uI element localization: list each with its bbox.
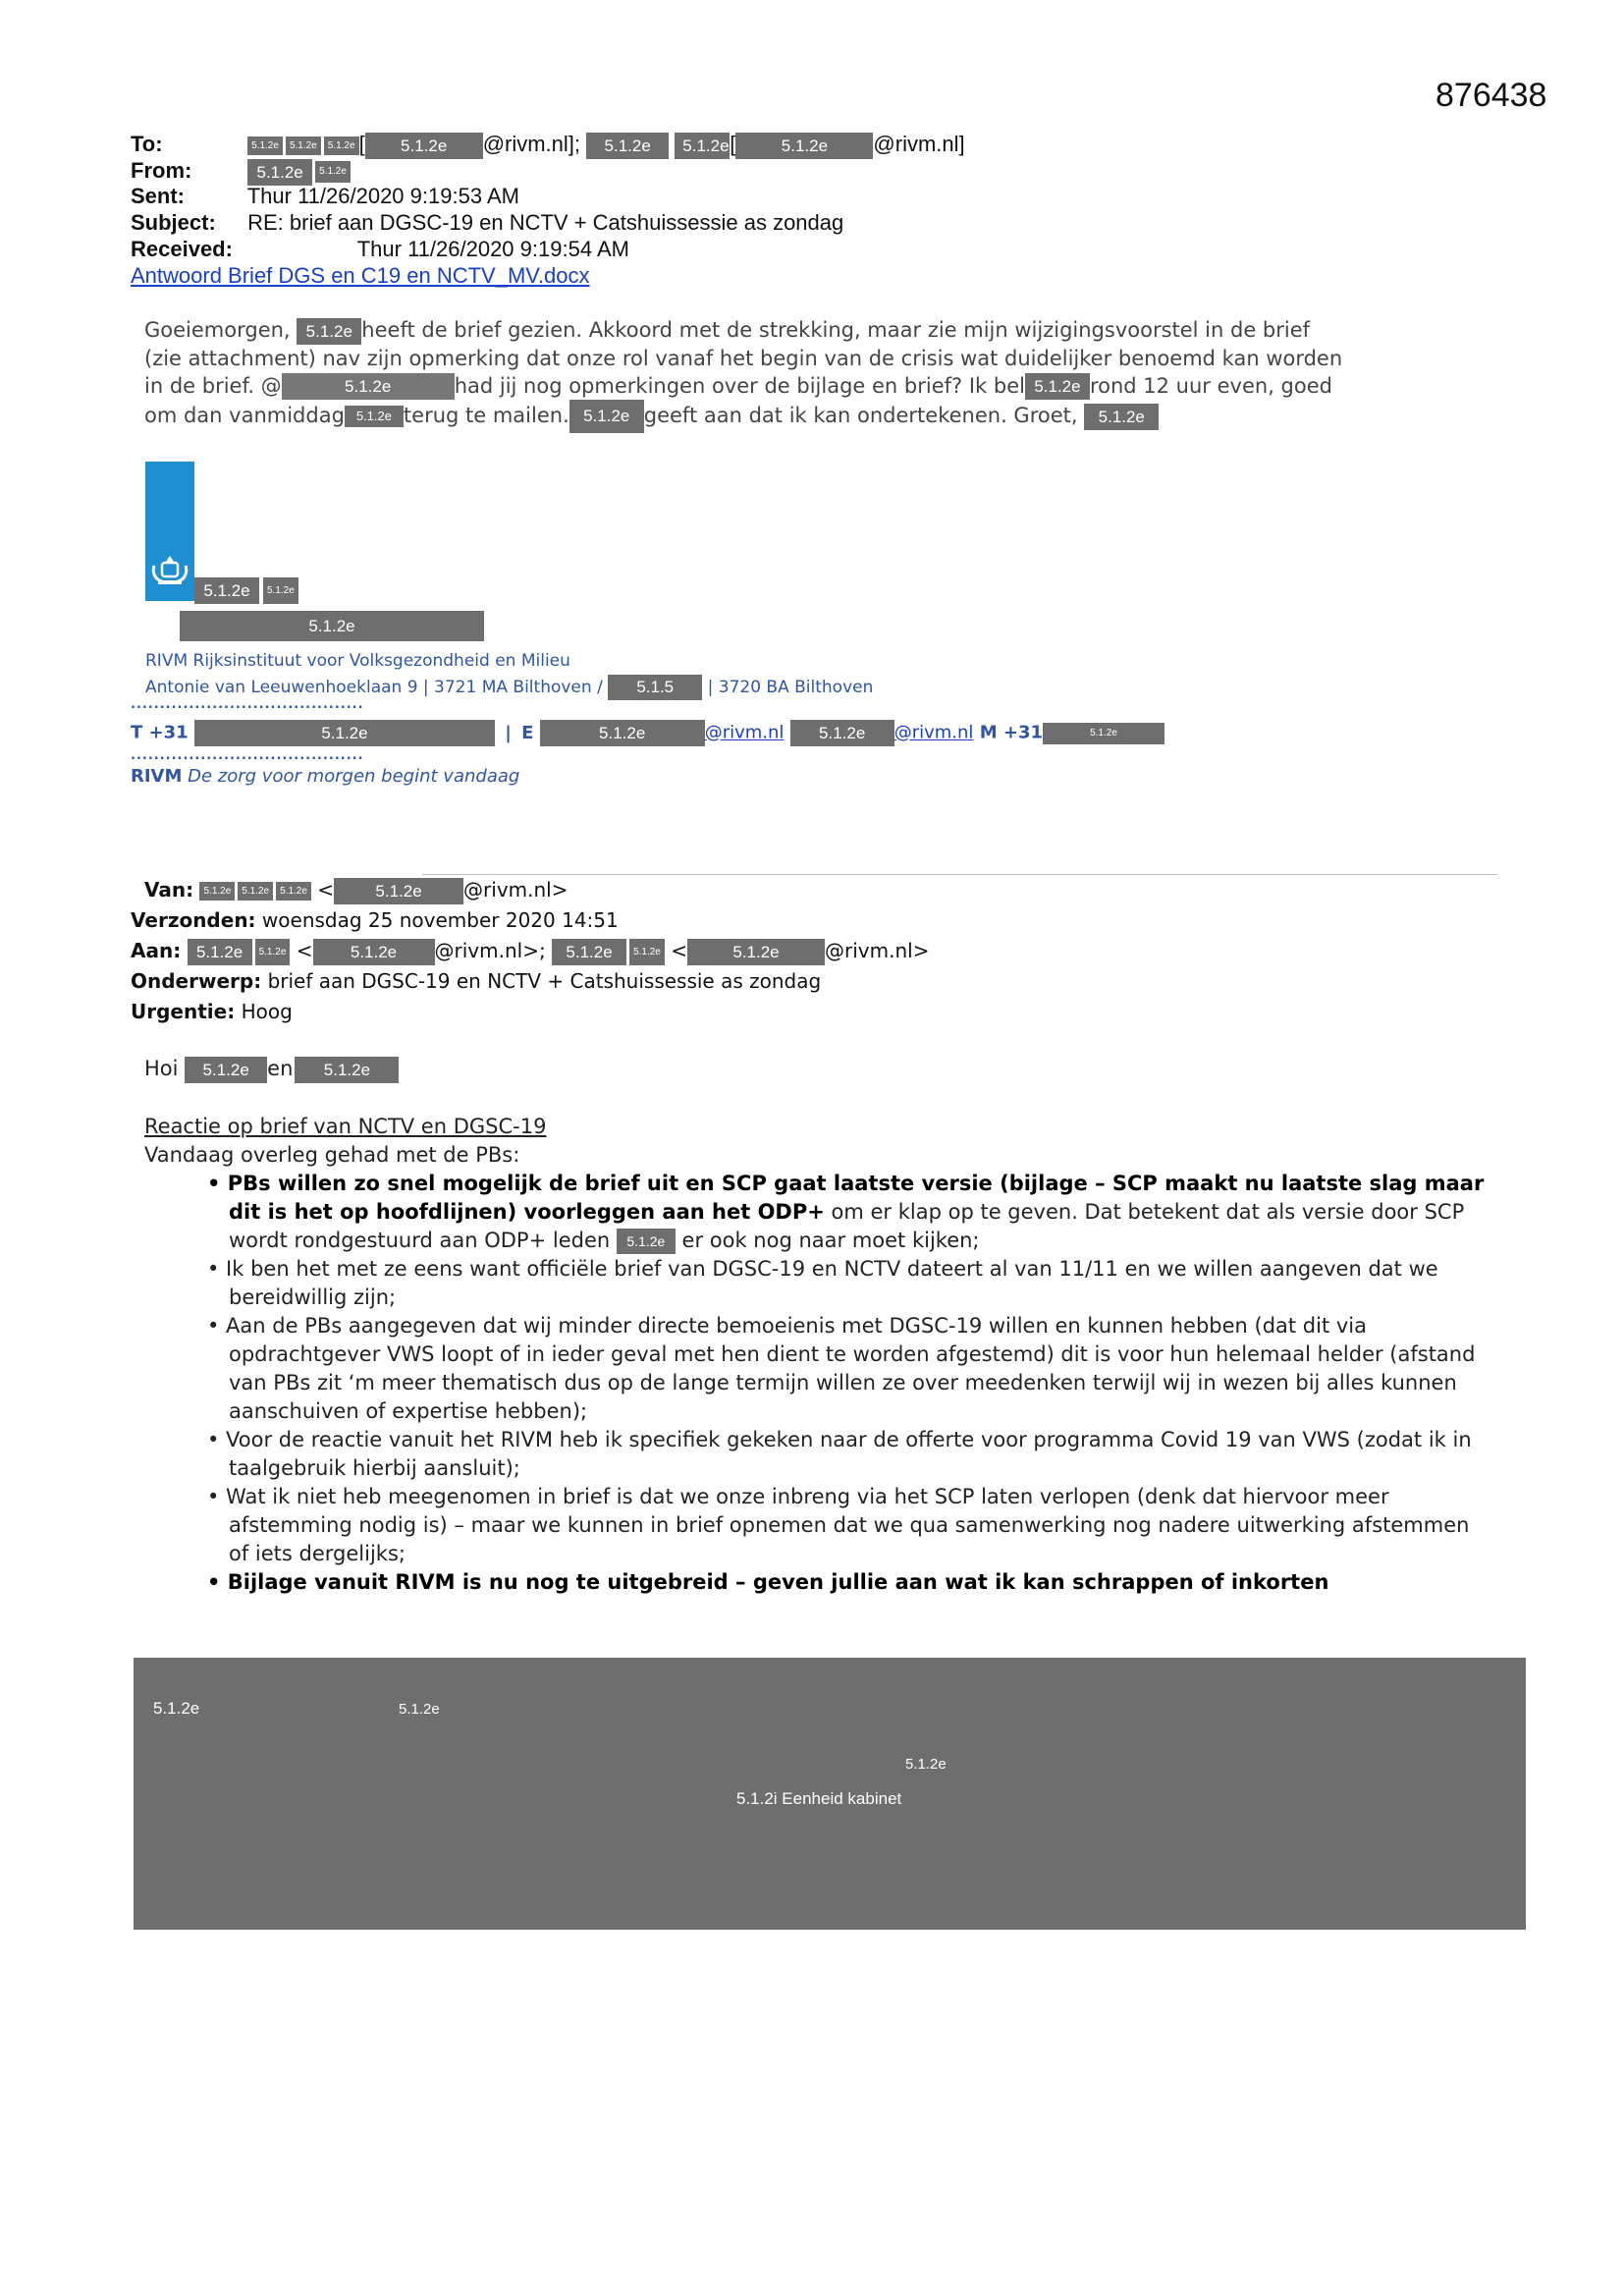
redaction: 5.1.2e [617,1229,676,1254]
redaction: 5.1.2e [295,1057,399,1083]
redaction: 5.1.2e [629,939,665,965]
signature-tag-org: RIVM [131,766,183,787]
redaction: 5.1.2e [687,939,825,965]
bullet-list [144,1170,1493,1597]
redaction: 5.1.2e [238,882,273,901]
list-item: • Wat ik niet heb meegenomen in brief is dat we onze inbreng via het SCP laten verlopen (denk dat hiervoor meer afstemming nodig is) – maar we kunnen in brief opnemen dat we qua samenwerking nog nadere uitwerking afstemmen of iets dergelijks; [207,1485,1470,1565]
dotted-rule: ........................................ [131,697,364,712]
redaction-label: 5.1.2i Eenheid kabinet [736,1789,902,1808]
redaction-label: 5.1.2e [905,1756,947,1773]
document-number: 876438 [1435,77,1547,114]
reply-body: Goeiemorgen, 5.1.2e heeft de brief gezien. Akkoord met de strekking, maar zie mijn wijzigingsvoorstel in de brief (zie attachment) nav zijn opmerking dat onze rol vanaf het begin van de crisis wat duidelijker benoemd kan worden in de brief. @ 5.1.2e had jij nog opmerkingen over de bijlage en brief? Ik bel 5.1.2e rond 12 uur even, goed om dan vanmiddag 5.1.2e terug te mailen. 5.1.2e geeft aan dat ik kan ondertekenen. Groet, 5.1.2e [144,316,1342,433]
email-link[interactable]: @rivm.nl [893,722,974,743]
reaction-section [144,1113,1499,1597]
redaction: 5.1.2e [315,161,351,183]
redaction: 5.1.2e [586,133,669,159]
redaction: 5.1.2e [552,939,626,965]
redaction: 5.1.2e [180,611,484,641]
redaction: 5.1.2e [255,939,291,965]
redaction: 5.1.2e [1043,723,1164,744]
received-value: Thur 11/26/2020 9:19:54 AM [356,237,629,261]
list-item: • Ik ben het met ze eens want officiële brief van DGSC-19 en NCTV dateert al van 11/11 en we willen aangeven dat we bereidwillig zijn; [207,1257,1438,1309]
redaction-label: 5.1.2e [153,1699,200,1718]
redaction: 5.1.2e [569,400,644,433]
redaction: 5.1.2e [790,720,894,746]
redaction: 5.1.2e [247,159,312,186]
redacted-signature-block [134,1658,1526,1930]
redaction: 5.1.2e [735,133,873,159]
list-item: • Bijlage vanuit RIVM is nu nog te uitgebreid – geven jullie aan wat ik kan schrappen of inkorten [207,1570,1329,1594]
redaction: 5.1.2e [263,577,298,604]
original-header: Van: 5.1.2e 5.1.2e 5.1.2e < 5.1.2e @rivm.nl> Verzonden: woensdag 25 november 2020 14:51 Aan: 5.1.2e 5.1.2e < 5.1.2e @rivm.nl>; 5.1.2e 5.1.2e < 5.1.2e @rivm.nl> Onderwerp: brief aan DGSC-19 en NCTV + Catshuissessie as zondag Urgentie: Hoog [131,878,930,1023]
rivm-logo [145,462,194,601]
redaction: 5.1.2e [282,373,455,400]
sent-label: Sent: [131,184,185,208]
redaction: 5.1.2e [194,720,495,746]
email-link[interactable]: @rivm.nl [704,722,785,743]
list-item: • PBs willen zo snel mogelijk de brief uit en SCP gaat laatste versie (bijlage – SCP maakt nu laatste slag maar dit is het op hoofdlijnen) voorleggen aan het ODP+ om er klap op te geven. Dat betekent dat als versie door SCP wordt rondgestuurd aan ODP+ leden 5.1.2e er ook nog naar moet kijken; [207,1172,1485,1252]
redaction: 5.1.2e [540,720,705,746]
redaction: 5.1.2e [1025,373,1090,400]
received-label: Received: [131,237,233,261]
redaction: 5.1.2e [247,137,283,155]
redaction: 5.1.2e [334,878,463,904]
to-email-2: @rivm.nl] [873,132,965,156]
from-label: From: [131,158,192,183]
redaction: 5.1.2e [276,882,311,901]
list-item: • Voor de reactie vanuit het RIVM heb ik specifiek gekeken naar de offerte voor programma Covid 19 van VWS (zodat ik in taalgebruik hierbij aansluit); [207,1428,1472,1480]
redaction: 5.1.2e [194,577,259,604]
redaction: 5.1.2e [365,133,483,159]
redaction: 5.1.2e [675,133,730,159]
redaction: 5.1.2e [324,137,359,155]
subject-label: Subject: [131,210,216,235]
redaction: 5.1.2e [345,406,404,427]
signature-org: RIVM Rijksinstituut voor Volksgezondheid en Milieu [145,651,570,671]
redaction: 5.1.2e [185,1057,267,1083]
redaction: 5.1.2e [313,939,435,965]
intro-line: Vandaag overleg gehad met de PBs: [144,1143,520,1167]
sent-value: Thur 11/26/2020 9:19:53 AM [246,184,519,208]
attachment-link[interactable]: Antwoord Brief DGS en C19 en NCTV_MV.docx [131,263,590,288]
redaction: 5.1.2e [1084,404,1159,430]
section-title: Reactie op brief van NCTV en DGSC-19 [144,1115,547,1138]
to-email-1: @rivm.nl]; [482,132,581,156]
redaction: 5.1.2e [188,939,252,965]
to-label: To: [131,132,163,156]
greeting: Hoi 5.1.2e en 5.1.2e [144,1055,399,1083]
signature-address: Antonie van Leeuwenhoeklaan 9 | 3721 MA Bilthoven / [145,678,603,697]
list-item: • Aan de PBs aangegeven dat wij minder directe bemoeienis met DGSC-19 willen en kunnen hebben (dat dit via opdrachtgever VWS loopt of in ieder geval met hen dient te worden afgestemd) dit is voor hun helemaal helder (afstand van PBs zit ‘m meer thematisch dus op de lange termijn willen ze over meedenken terwijl wij in wezen bij alles kunnen aanschuiven of expertise hebben); [207,1314,1476,1423]
redaction: 5.1.2e [297,318,361,345]
redaction: 5.1.2e [199,882,235,901]
subject-value: RE: brief aan DGSC-19 en NCTV + Catshuissessie as zondag [247,210,844,235]
redaction-label: 5.1.2e [399,1701,440,1718]
signature-tagline: De zorg voor morgen begint vandaag [188,766,520,787]
redaction: 5.1.5 [608,675,702,700]
redaction: 5.1.2e [286,137,321,155]
dotted-rule: ........................................ [131,748,364,763]
crest-icon [150,552,189,587]
